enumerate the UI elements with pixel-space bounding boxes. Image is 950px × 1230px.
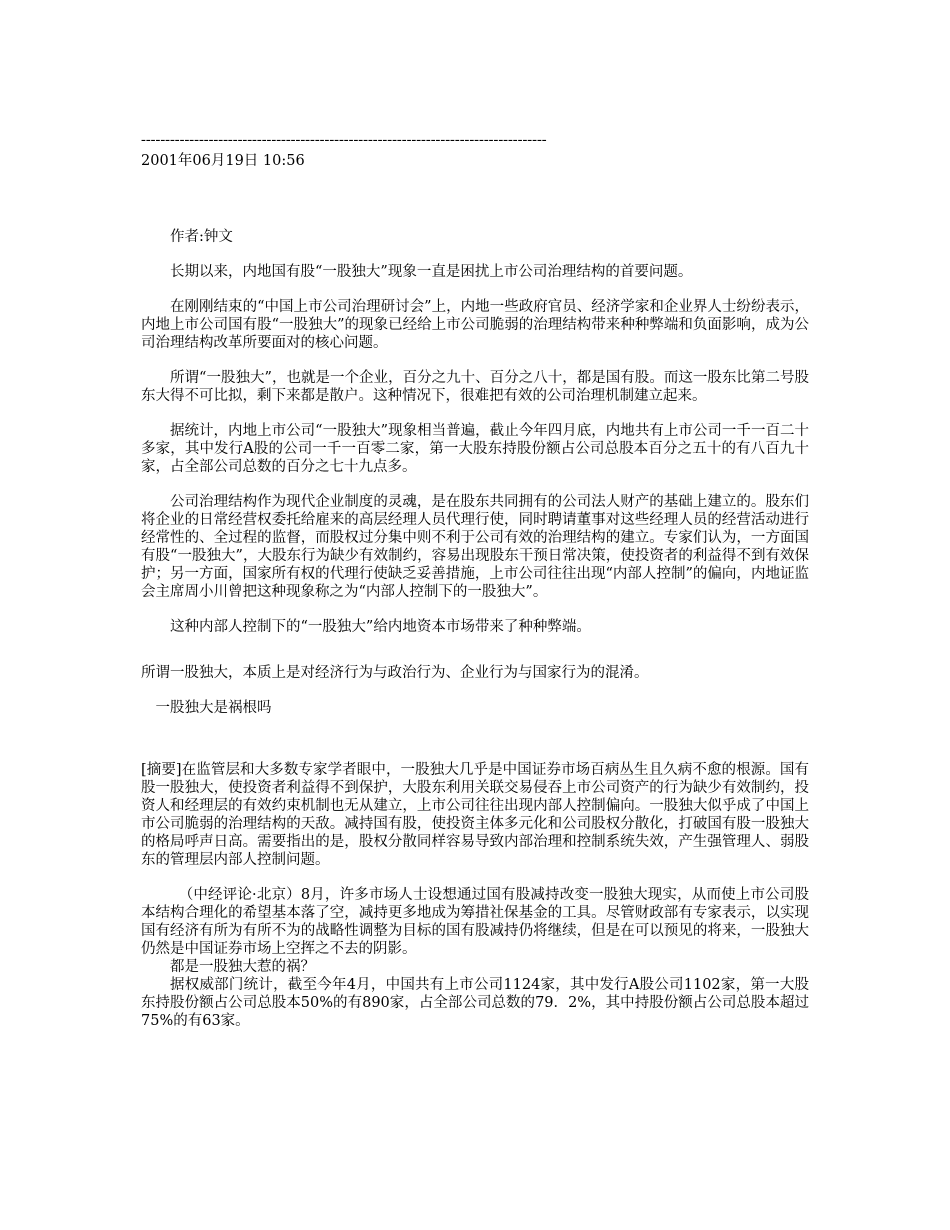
section-heading-block — [141, 664, 809, 717]
author-line: 作者:钟文 — [170, 229, 233, 245]
publish-datetime: 2001年06月19日 10:56 — [141, 153, 305, 169]
article-paragraph-4: 据统计，内地上市公司“一股独大”现象相当普遍，截止今年四月底，内地共有上市公司一千一百二十多家，其中发行A股的公司一千一百零二家，第一大股东持股份额占公司总股本百分之五十的有八百九十家，占全部公司总数的百分之七十九点多。 — [141, 423, 809, 475]
lead-paragraph: （中经评论·北京）8月，许多市场人士设想通过国有股减持改变一股独大现实，从而使上市公司股本结构合理化的希望基本落了空，减持更多地成为筹措社保基金的工具。尽管财政部有专家表示，以实现国有经济有所为有所不为的战略性调整为目标的国有股减持仍将继续，但是在可以预见的将来，一股独大仍然是中国证券市场上空挥之不去的阴影。 — [141, 887, 809, 957]
article-paragraph-6: 这种内部人控制下的“一股独大”给内地资本市场带来了种种弊端。 — [170, 619, 591, 635]
summary-line: 所谓一股独大，本质上是对经济行为与政治行为、企业行为与国家行为的混淆。 — [141, 665, 649, 681]
article-paragraph-1: 长期以来，内地国有股“一股独大”现象一直是困扰上市公司治理结构的首要问题。 — [170, 264, 693, 280]
stats-paragraph: 据权威部门统计，截至今年4月，中国共有上市公司1124家，其中发行A股公司1102家，第一大股东持股份额占公司总股本50%的有890家，占全部公司总数的79．2%，其中持股份额占公司总股本超过75%的有63家。 — [141, 977, 809, 1029]
article-paragraph-3: 所谓“一股独大”，也就是一个企业，百分之九十、百分之八十，都是国有股。而这一股东比第二号股东大得不可比拟，剩下来都是散户。这种情况下，很难把有效的公司治理机制建立起来。 — [141, 370, 809, 404]
article-paragraph-2: 在刚刚结束的“中国上市公司治理研讨会”上，内地一些政府官员、经济学家和企业界人士纷纷表示，内地上市公司国有股“一股独大”的现象已经给上市公司脆弱的治理结构带来种种弊端和负面影响，成为公司治理结构改革所要面对的核心问题。 — [141, 299, 809, 351]
abstract-paragraph: [摘要]在监管层和大多数专家学者眼中，一股独大几乎是中国证券市场百病丛生且久病不愈的根源。国有股一股独大，使投资者利益得不到保护，大股东利用关联交易侵吞上市公司资产的行为缺少有效制约，投资人和经理层的有效约束机制也无从建立，上市公司往往出现内部人控制偏向。一股独大似乎成了中国上市公司脆弱的治理结构的天敌。减持国有股，使投资主体多元化和公司股权分散化，打破国有股一股独大的格局呼声日高。需要指出的是，股权分散同样容易导致内部治理和控制系统失效，产生强管理人、弱股东的管理层内部人控制问题。 — [141, 762, 809, 868]
article-paragraph-5: 公司治理结构作为现代企业制度的灵魂，是在股东共同拥有的公司法人财产的基础上建立的。股东们将企业的日常经营权委托给雇来的高层经理人员代理行使，同时聘请董事对这些经理人员的经营活动进行经常性的、全过程的监督，而股权过分集中则不利于公司有效的治理结构的建立。专家们认为，一方面国有股“一股独大”，大股东行为缺少有效制约，容易出现股东干预日常决策，使投资者的利益得不到有效保护；另一方面，国家所有权的代理行使缺乏妥善措施，上市公司往往出现“内部人控制”的偏向，内地证监会主席周小川曾把这种现象称之为“内部人控制下的一股独大”。 — [141, 494, 809, 600]
header-rule: ------------------------------------------------------------------------------------ — [141, 132, 547, 148]
article-body — [141, 228, 809, 636]
section-title: 一股独大是祸根吗 — [155, 700, 272, 716]
question-line: 都是一股独大惹的祸？ — [170, 959, 315, 975]
document-page — [141, 132, 809, 1030]
commentary-body — [141, 761, 809, 1030]
